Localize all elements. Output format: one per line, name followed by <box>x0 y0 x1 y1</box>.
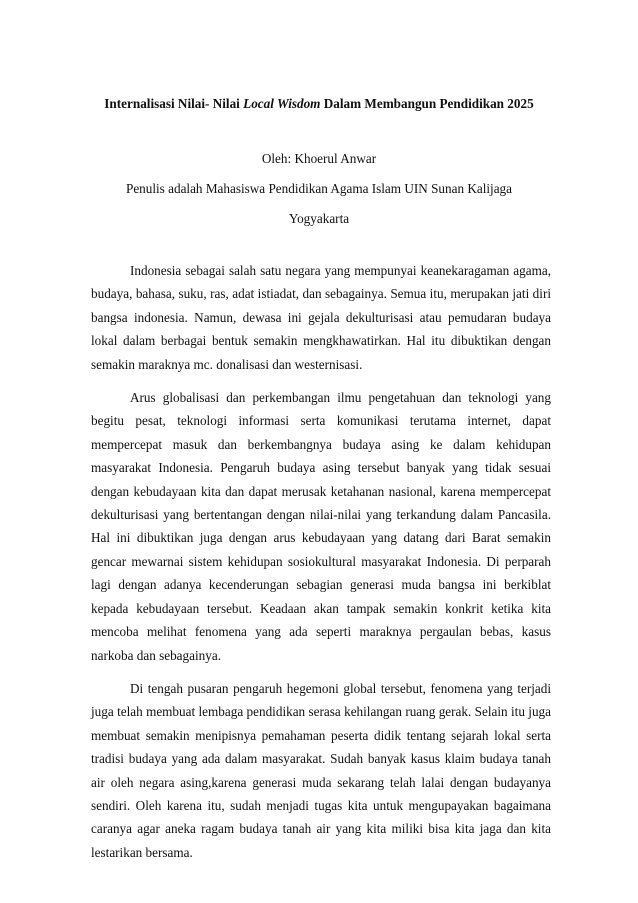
document-title <box>60 96 578 112</box>
document-body <box>91 259 551 874</box>
city-line: Yogyakarta <box>288 211 350 226</box>
paragraph-2: Arus globalisasi dan perkembangan ilmu pengetahuan dan teknologi yang begitu pesat, teknologi informasi serta komunikasi terutama internet, dapat mempercepat masuk dan berkembangnya budaya asing ke dalam kehidupan masyarakat Indonesia. Pengaruh budaya asing tersebut banyak yang tidak sesuai dengan kebudayaan kita dan dapat merusak ketahanan nasional, karena mempercepat dekulturisasi yang bertentangan dengan nilai-nilai yang terkandung dalam Pancasila. Hal ini dibuktikan juga dengan arus kebudayaan yang datang dari Barat semakin gencar mewarnai sistem kehidupan sosiokultural masyarakat Indonesia. Di perparah lagi dengan adanya kecenderungan sebagian generasi muda bangsa ini berkiblat kepada kebudayaan tersebut. Keadaan akan tampak semakin konkrit ketika kita mencoba melihat fenomena yang ada seperti maraknya pergaulan bebas, kasus narkoba dan sebagainya. <box>91 390 551 663</box>
title-italic-text: Local Wisdom <box>243 96 321 111</box>
title-text-end: Dalam Membangun Pendidikan 2025 <box>320 96 534 111</box>
title-text-start: Internalisasi Nilai- Nilai <box>104 96 244 111</box>
paragraph-3: Di tengah pusaran pengaruh hegemoni global tersebut, fenomena yang terjadi juga telah membuat lembaga pendidikan serasa kehilangan ruang gerak. Selain itu juga membuat semakin menipisnya pemahaman peserta didik tentang sejarah lokal serta tradisi budaya yang ada dalam masyarakat. Sudah banyak kasus klaim budaya tanah air oleh negara asing,karena generasi muda sekarang telah lalai dengan budayanya sendiri. Oleh karena itu, sudah menjadi tugas kita untuk mengupayakan bagaimana caranya agar aneka ragam budaya tanah air yang kita miliki bisa kita jaga dan kita lestarikan bersama. <box>91 680 551 860</box>
affiliation-line: Penulis adalah Mahasiswa Pendidikan Agama Islam UIN Sunan Kalijaga <box>125 181 513 196</box>
author-line: Oleh: Khoerul Anwar <box>261 151 377 166</box>
paragraph-1: Indonesia sebagai salah satu negara yang mempunyai keanekaragaman agama, budaya, bahasa, suku, ras, adat istiadat, dan sebagainya. Semua itu, merupakan jati diri bangsa indonesia. Namun, dewasa ini gejala dekulturisasi atau pemudaran budaya lokal dalam berbagai bentuk semakin mengkhawatirkan. Hal itu dibuktikan dengan semakin maraknya mc. donalisasi dan westernisasi. <box>91 263 551 372</box>
author-block <box>60 144 578 234</box>
